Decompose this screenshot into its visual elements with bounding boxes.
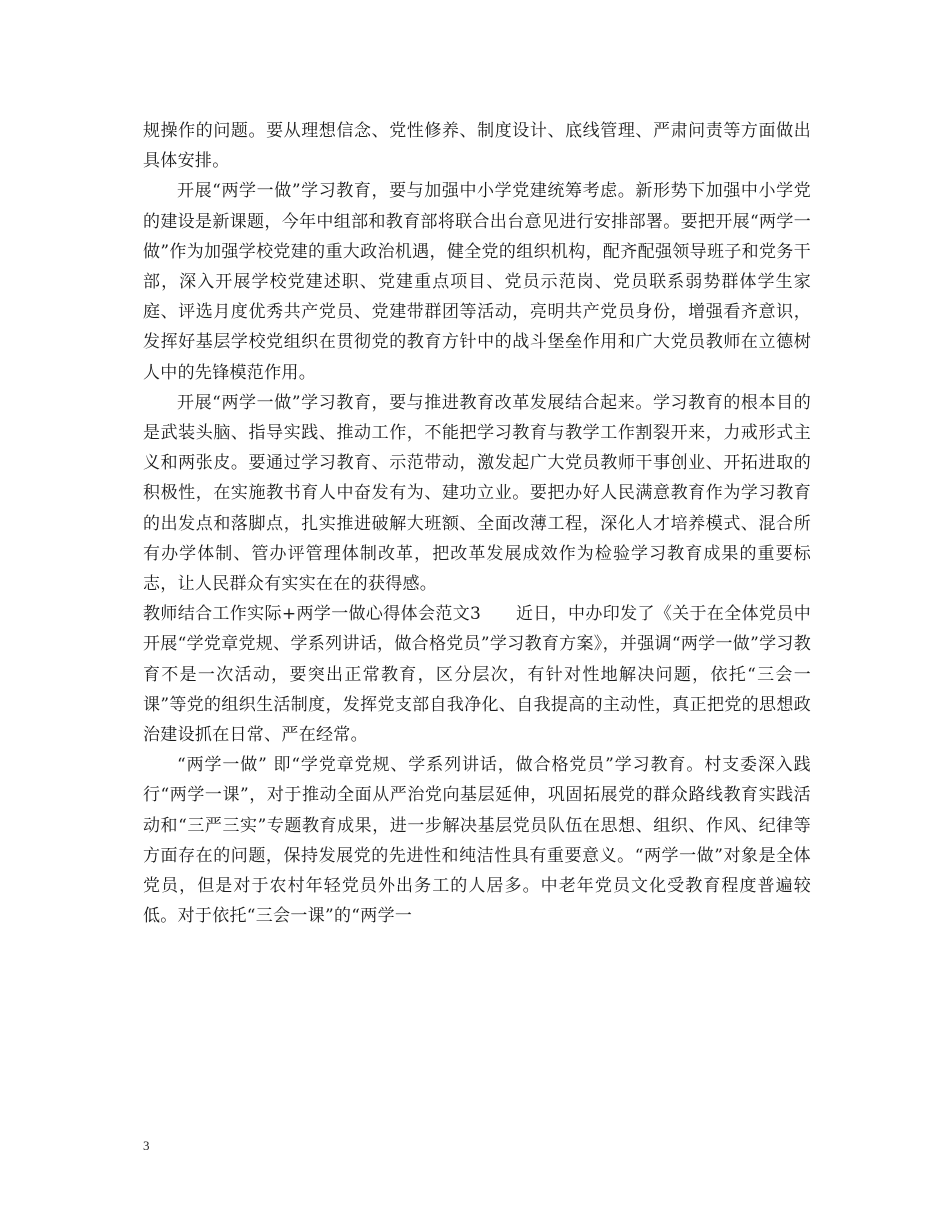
page-number: 3 bbox=[143, 1138, 150, 1153]
paragraph-1: 规操作的问题。要从理想信念、党性修养、制度设计、底线管理、严肃问责等方面做出具体安排。 bbox=[143, 121, 811, 172]
paragraph-3: 开展“两学一做”学习教育，要与推进教育改革发展结合起来。学习教育的根本目的是武装头脑、指导实践、推动工作，不能把学习教育与教学工作割裂开来，力戒形式主义和两张皮。要通过学习教育、示范带动，激发起广大党员教师干事创业、开拓进取的积极性，在实施教书育人中奋发有为、建功立业。要把办好人民满意教育作为学习教育的出发点和落脚点，扎实推进破解大班额、全面改薄工程，深化人才培养模式、混合所有办学体制、管办评管理体制改革，把改革发展成效作为检验学习教育成果的重要标志，让人民群众有实实在在的获得感。 bbox=[143, 392, 811, 595]
paragraph-5: “两学一做” 即“学党章党规、学系列讲话，做合格党员”学习教育。村支委深入践行“两学一课”，对于推动全面从严治党向基层延伸，巩固拓展党的群众路线教育实践活动和“三严三实”专题教育成果，进一步解决基层党员队伍在思想、组织、作风、纪律等方面存在的问题，保持发展党的先进性和纯洁性具有重要意义。“两学一做”对象是全体党员，但是对于农村年轻党员外出务工的人居多。中老年党员文化受教育程度普遍较低。对于依托“三会一课”的“两学一 bbox=[143, 755, 811, 927]
paragraph-2: 开展“两学一做”学习教育，要与加强中小学党建统筹考虑。新形势下加强中小学党的建设是新课题，今年中组部和教育部将联合出台意见进行安排部署。要把开展“两学一做”作为加强学校党建的重大政治机遇，健全党的组织机构，配齐配强领导班子和党务干部，深入开展学校党建述职、党建重点项目、党员示范岗、党员联系弱势群体学生家庭、评选月度优秀共产党员、党建带群团等活动，亮明共产党员身份，增强看齐意识，发挥好基层学校党组织在贯彻党的教育方针中的战斗堡垒作用和广大党员教师在立德树人中的先锋模范作用。 bbox=[143, 181, 811, 383]
paragraph-4-heading-and-intro: 教师结合工作实际+两学一做心得体会范文3 近日，中办印发了《关于在全体党员中开展“学党章党规、学系列讲话，做合格党员”学习教育方案》，并强调“两学一做”学习教育不是一次活动，要突出正常教育，区分层次，有针对性地解决问题，依托“三会一课”等党的组织生活制度，发挥党支部自我净化、自我提高的主动性，真正把党的思想政治建设抓在日常、严在经常。 bbox=[143, 604, 811, 746]
body-text bbox=[143, 116, 811, 931]
